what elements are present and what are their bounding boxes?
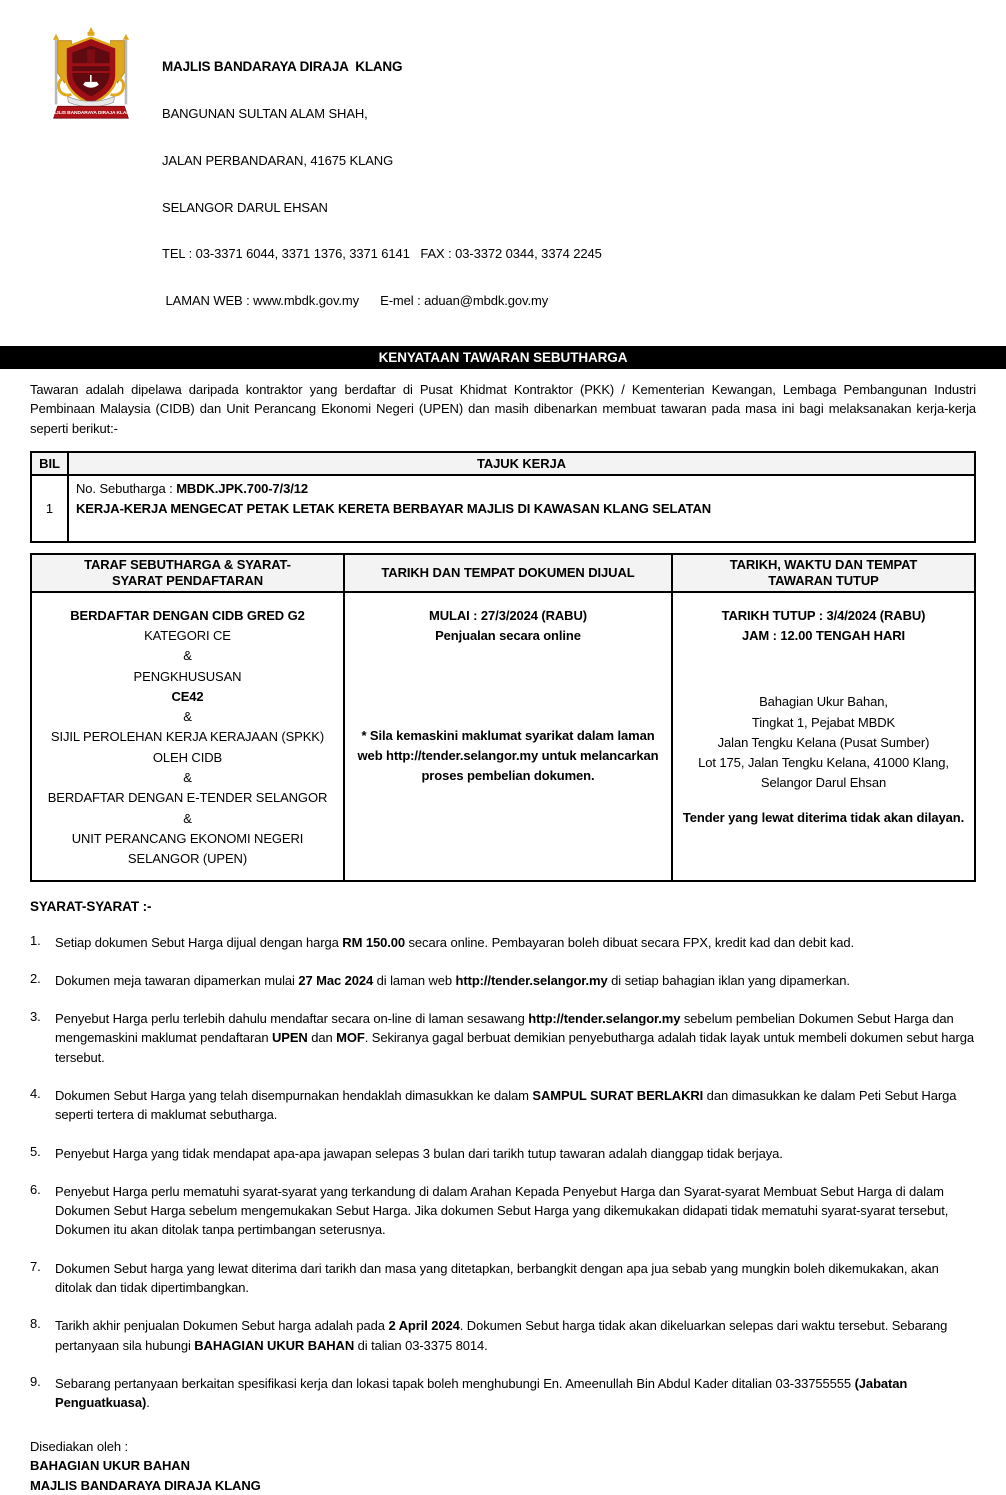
syarat-item-text: Penyebut Harga perlu mematuhi syarat-syarat yang terkandung di dalam Arahan Kepada Penyebut Harga dan Syarat-syarat Membuat Sebut Harga di dalam Dokumen Sebut Harga sebelum mengemukakan Sebut Harga. Jika dokumen Sebut Harga yang dikemukakan didapati tidak mematuhi syarat-syarat tersebut, Dokumen itu akan ditolak tanpa pertimbangan seterusnya.	[55, 1183, 949, 1238]
job-title: KERJA-KERJA MENGECAT PETAK LETAK KERETA BERBAYAR MAJLIS DI KAWASAN KLANG SELATAN	[76, 500, 712, 516]
syarat-item-number: 7.	[30, 1258, 41, 1274]
syarat-item	[30, 1086, 976, 1125]
syarat-item-number: 4.	[30, 1086, 41, 1101]
syarat-item-text: Sebarang pertanyaan berkaitan spesifikasi kerja dan lokasi tapak boleh menghubungi En. Ameenullah Bin Abdul Kader ditalian 03-33755555 (Jabatan Penguatkuasa).	[55, 1375, 908, 1411]
org-address-line: SELANGOR DARUL EHSAN	[162, 199, 328, 215]
syarat-item-number: 6.	[30, 1181, 41, 1197]
sale-start-lines: MULAI : 27/3/2024 (RABU) Penjualan secara online	[429, 607, 587, 643]
org-web-email: LAMAN WEB : www.mbdk.gov.my E-mel : aduan@mbdk.gov.my	[162, 293, 549, 309]
job-table-header-title: TAJUK KERJA	[69, 453, 974, 476]
org-tel-fax: TEL : 03-3371 6044, 3371 1376, 3371 6141 FAX : 03-3372 0344, 3374 2245	[162, 246, 602, 262]
prepared-by-label: Disediakan oleh :	[30, 1438, 129, 1454]
letterhead	[0, 0, 1006, 346]
syarat-item	[30, 1182, 976, 1240]
syarat-item-text: Dokumen meja tawaran dipamerkan mulai 27 Mac 2024 di laman web http://tender.selangor.my di setiap bahagian iklan yang dipamerkan.	[55, 972, 850, 988]
info-cell-dijual	[345, 593, 673, 880]
syarat-item	[30, 1259, 976, 1298]
syarat-item-text: Dokumen Sebut harga yang lewat diterima dari tarikh dan masa yang ditetapkan, berbangkit dengan apa jua sebab yang mungkin boleh dikemukakan, akan ditolak dan tidak dipertimbangkan.	[55, 1260, 939, 1296]
org-name: MAJLIS BANDARAYA DIRAJA KLANG	[162, 59, 403, 75]
syarat-item-number: 2.	[30, 970, 41, 986]
intro-paragraph: Tawaran adalah dipelawa daripada kontraktor yang berdaftar di Pusat Khidmat Kontraktor (PKK) / Kementerian Kewangan, Lembaga Pembangunan Industri Pembinaan Malaysia (CIDB) dan Unit Perancang Ekonomi Negeri (UPEN) dan masih dibenarkan membuat tawaran pada masa ini bagi melaksanakan kerja-kerja seperti berikut:-	[30, 381, 976, 437]
crest-ribbon-text: MAJLIS BANDARAYA DIRAJA KLANG	[48, 111, 134, 117]
syarat-item	[30, 1316, 976, 1355]
syarat-item-text: Setiap dokumen Sebut Harga dijual dengan harga RM 150.00 secara online. Pembayaran boleh dibuat secara FPX, kredit kad dan debit kad.	[55, 934, 855, 950]
mbdk-crest-logo	[42, 26, 140, 122]
job-ref-line: No. Sebutharga : MBDK.JPK.700-7/3/12	[76, 480, 308, 496]
job-table-header-bil: BIL	[32, 453, 69, 476]
prepared-by-department: BAHAGIAN UKUR BAHAN	[30, 1458, 190, 1474]
info-header-taraf: TARAF SEBUTHARGA & SYARAT-SYARAT PENDAFTARAN	[32, 555, 345, 593]
document-body	[0, 380, 1006, 1495]
syarat-item-text: Penyebut Harga yang tidak mendapat apa-apa jawapan selepas 3 bulan dari tarikh tutup tawaran adalah dianggap tidak berjaya.	[55, 1145, 783, 1161]
job-row-content	[69, 476, 974, 541]
prepared-by-org: MAJLIS BANDARAYA DIRAJA KLANG	[30, 1477, 261, 1493]
syarat-item	[30, 1144, 976, 1163]
closing-lines: TARIKH TUTUP : 3/4/2024 (RABU) JAM : 12.00 TENGAH HARI	[721, 607, 926, 643]
info-table	[30, 553, 976, 882]
syarat-item-number: 1.	[30, 932, 41, 948]
syarat-item	[30, 933, 976, 952]
syarat-item	[30, 1009, 976, 1067]
prepared-by-block	[30, 1437, 976, 1495]
org-address-line: BANGUNAN SULTAN ALAM SHAH,	[162, 105, 368, 121]
syarat-item-number: 9.	[30, 1373, 41, 1389]
conditions-heading: SYARAT-SYARAT :-	[30, 898, 152, 914]
info-cell-taraf: BERDAFTAR DENGAN CIDB GRED G2 KATEGORI CE & PENGKHUSUSAN CE42 & SIJIL PEROLEHAN KERJA KERAJAAN (SPKK) OLEH CIDB & BERDAFTAR DENGAN E-TENDER SELANGOR & UNIT PERANCANG EKONOMI NEGERI SELANGOR (UPEN)	[32, 593, 345, 880]
document-title-banner	[0, 346, 1006, 369]
syarat-item-number: 3.	[30, 1009, 41, 1025]
info-cell-tutup	[673, 593, 974, 880]
org-address-line: JALAN PERBANDARAN, 41675 KLANG	[162, 152, 394, 168]
syarat-item-number: 5.	[30, 1143, 41, 1159]
job-row-number: 1	[32, 476, 69, 541]
info-header-dijual: TARIKH DAN TEMPAT DOKUMEN DIJUAL	[345, 555, 673, 593]
syarat-item-text: Tarikh akhir penjualan Dokumen Sebut harga adalah pada 2 April 2024. Dokumen Sebut harga tidak akan dikeluarkan selepas dari waktu tersebut. Sebarang pertanyaan sila hubungi BAHAGIAN UKUR BAHAN di talian 03-3375 8014.	[55, 1318, 948, 1353]
late-tender-note: Tender yang lewat diterima tidak akan dilayan.	[682, 809, 965, 825]
letterhead-text	[162, 26, 602, 340]
syarat-item	[30, 1374, 976, 1413]
info-header-tutup: TARIKH, WAKTU DAN TEMPAT TAWARAN TUTUP	[673, 555, 974, 593]
job-table	[30, 451, 976, 543]
document-title: KENYATAAN TAWARAN SEBUTHARGA	[378, 349, 628, 365]
closing-address: Bahagian Ukur Bahan, Tingkat 1, Pejabat MBDK Jalan Tengku Kelana (Pusat Sumber) Lot 175, Jalan Tengku Kelana, 41000 Klang, Selangor Darul Ehsan	[698, 694, 949, 791]
syarat-item-text: Dokumen Sebut Harga yang telah disempurnakan hendaklah dimasukkan ke dalam SAMPUL SURAT BERLAKRI dan dimasukkan ke dalam Peti Sebut Harga seperti tertera di maklumat sebutharga.	[55, 1088, 957, 1123]
syarat-item-number: 8.	[30, 1316, 41, 1332]
syarat-item-text: Penyebut Harga perlu terlebih dahulu mendaftar secara on-line di laman sesawang http://tender.selangor.my sebelum pembelian Dokumen Sebut Harga dan mengemaskini maklumat pendaftaran UPEN dan MOF. Sekiranya gagal berbuat demikian penyebutharga adalah tidak layak untuk membeli dokumen sebut harga tersebut.	[55, 1011, 974, 1065]
sale-note: * Sila kemaskini maklumat syarikat dalam laman web http://tender.selangor.my untuk melancarkan proses pembelian dokumen.	[357, 728, 659, 784]
syarat-item	[30, 971, 976, 990]
